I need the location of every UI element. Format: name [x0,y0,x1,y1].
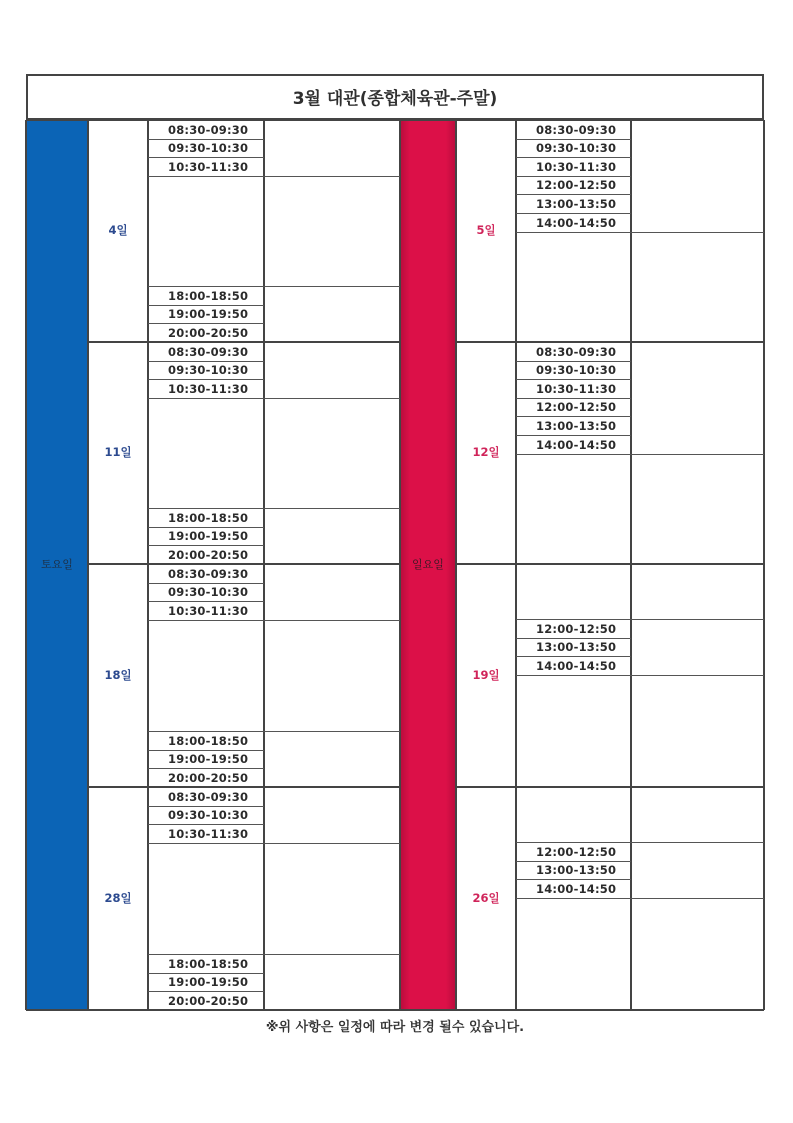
row-separator [264,398,400,399]
saturday-date-3: 28일 [104,890,132,905]
time-slot: 08:30-09:30 [168,122,249,137]
time-slot: 09:30-10:30 [168,808,249,823]
time-slot: 13:00-13:50 [536,863,617,878]
time-slot: 08:30-09:30 [168,344,249,359]
time-slot: 13:00-13:50 [536,418,617,433]
row-separator [264,508,400,509]
row-separator [516,232,631,233]
row-separator [264,954,400,955]
time-slot: 18:00-18:50 [168,510,249,525]
time-slot: 13:00-13:50 [536,196,617,211]
saturday-date-0: 4일 [108,223,128,237]
grid-vline [87,120,89,1010]
grid-vline [399,120,401,1010]
row-separator [148,176,264,177]
grid-top [26,119,764,121]
grid-vline [147,120,149,1010]
row-separator [264,286,400,287]
time-slot: 19:00-19:50 [168,307,249,322]
row-separator [516,454,631,455]
time-slot: 10:30-11:30 [168,159,249,174]
row-separator [264,731,400,732]
time-slot: 12:00-12:50 [536,400,617,415]
sunday-date-2: 19일 [472,667,500,682]
row-separator [264,620,400,621]
time-slot: 18:00-18:50 [168,956,249,971]
time-slot: 13:00-13:50 [536,640,617,655]
time-slot: 14:00-14:50 [536,215,617,230]
time-slot: 12:00-12:50 [536,844,617,859]
grid-vline [263,120,265,1010]
row-separator [264,843,400,844]
grid-vline [25,120,27,1010]
sunday-date-0: 5일 [476,223,496,237]
grid-bottom [26,1009,764,1011]
row-separator [631,675,764,676]
block-separator [456,786,764,788]
time-slot: 19:00-19:50 [168,975,249,990]
time-slot: 09:30-10:30 [168,363,249,378]
time-slot: 09:30-10:30 [168,585,249,600]
time-slot: 09:30-10:30 [168,141,249,156]
time-slot: 20:00-20:50 [168,770,249,785]
time-slot: 14:00-14:50 [536,437,617,452]
time-slot: 20:00-20:50 [168,993,249,1008]
sunday-date-3: 26일 [472,890,500,905]
row-separator [631,842,764,843]
time-slot: 19:00-19:50 [168,752,249,767]
time-slot: 10:30-11:30 [536,381,617,396]
time-slot: 12:00-12:50 [536,621,617,636]
time-slot: 18:00-18:50 [168,733,249,748]
time-slot: 20:00-20:50 [168,547,249,562]
time-slot: 19:00-19:50 [168,529,249,544]
row-separator [148,620,264,621]
row-separator [516,898,631,899]
footnote: ※위 사항은 일정에 따라 변경 될수 있습니다. [265,1020,525,1035]
time-slot: 08:30-09:30 [168,566,249,581]
row-separator [148,843,264,844]
time-slot: 12:00-12:50 [536,178,617,193]
row-separator [631,232,764,233]
row-separator [631,454,764,455]
time-slot: 14:00-14:50 [536,881,617,896]
saturday-date-1: 11일 [104,445,132,459]
sunday-day-label: 일요일 [412,558,444,571]
time-slot: 18:00-18:50 [168,288,249,303]
time-slot: 14:00-14:50 [536,658,617,673]
time-slot: 10:30-11:30 [168,826,249,841]
time-slot: 09:30-10:30 [536,363,617,378]
time-slot: 09:30-10:30 [536,141,617,156]
page-title: 3월 대관(종합체육관-주말) [26,74,764,120]
time-slot: 20:00-20:50 [168,325,249,340]
time-slot: 10:30-11:30 [536,159,617,174]
row-separator [264,176,400,177]
time-slot: 08:30-09:30 [536,344,617,359]
grid-vline [455,120,457,1010]
row-separator [631,619,764,620]
saturday-day-label: 토요일 [41,558,73,571]
time-slot: 08:30-09:30 [536,122,617,137]
time-slot: 10:30-11:30 [168,381,249,396]
row-separator [631,898,764,899]
grid-vline [763,120,765,1010]
time-slot: 08:30-09:30 [168,789,249,804]
saturday-date-2: 18일 [104,667,132,682]
row-separator [516,675,631,676]
sunday-date-1: 12일 [472,445,500,459]
grid-vline [515,120,517,1010]
grid-vline [630,120,632,1010]
time-slot: 10:30-11:30 [168,603,249,618]
block-separator [456,563,764,565]
row-separator [148,398,264,399]
